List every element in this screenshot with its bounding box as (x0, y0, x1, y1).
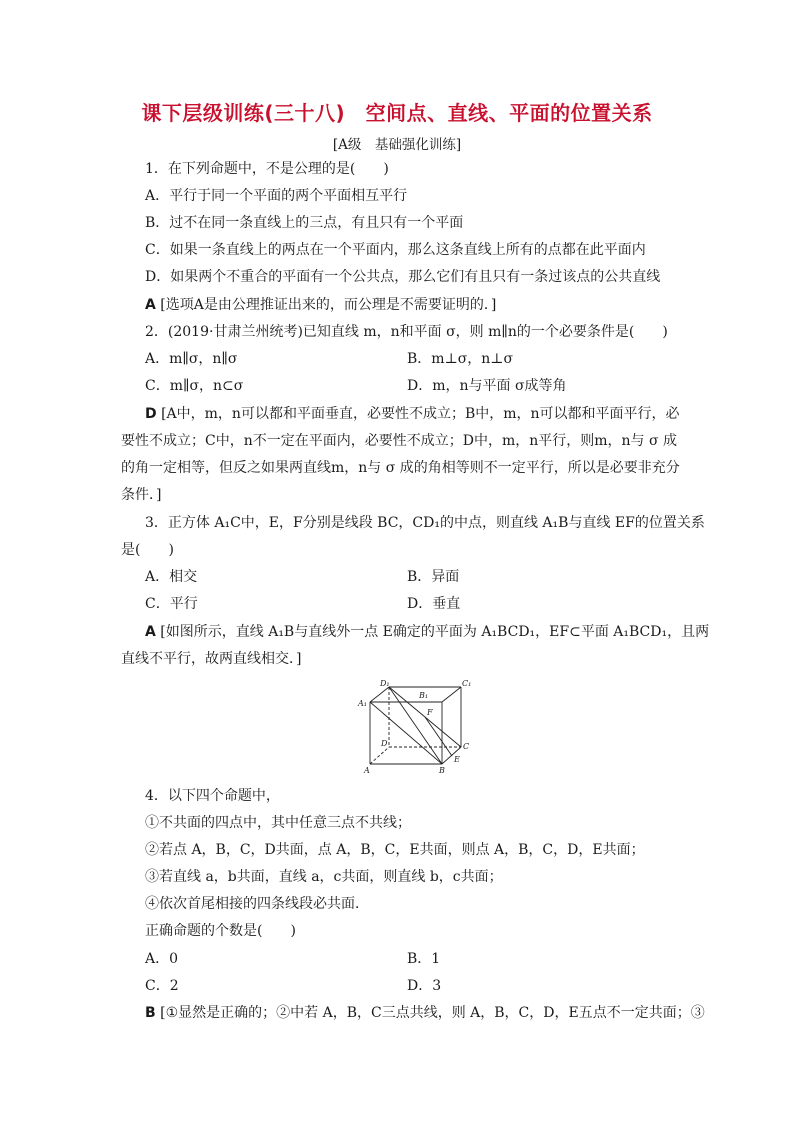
q3-option-c: C．平行 (145, 596, 198, 612)
q2-stem: 2．(2019·甘肃兰州统考)已知直线 m，n和平面 σ，则 m∥n的一个必要条件是( ) (145, 324, 668, 340)
cube-figure (352, 676, 472, 776)
q3-option-d: D．垂直 (407, 596, 461, 612)
q4-proposition-1: ①不共面的四点中，其中任意三点不共线； (145, 815, 411, 831)
q3-option-b: B．异面 (407, 569, 460, 585)
q2-option-b: B．m⊥σ，n⊥σ (407, 351, 514, 367)
figure-label-c: C (463, 742, 470, 751)
figure-label-e: E (454, 755, 460, 764)
q4-question: 正确命题的个数是( ) (145, 923, 296, 939)
q3-solution (145, 622, 709, 642)
q2-explanation-4: 条件．] (121, 487, 162, 503)
q4-option-a: A．0 (145, 951, 179, 967)
figure-label-d: D (381, 739, 388, 748)
q1-answer: A (145, 297, 156, 313)
figure-label-f: F (427, 708, 433, 717)
q2-answer: D (145, 406, 157, 422)
q1-option-a: A．平行于同一个平面的两个平面相互平行 (145, 188, 408, 204)
q2-solution (145, 404, 680, 424)
q3-stem-continued: 是( ) (121, 542, 174, 558)
q3-explanation-2: 直线不平行，故两直线相交．] (121, 651, 302, 667)
q4-solution (145, 1003, 705, 1023)
q1-explanation: [选项A是由公理推证出来的，而公理是不需要证明的．] (160, 297, 497, 313)
figure-label-a: A (364, 766, 370, 775)
q4-explanation-1: [①显然是正确的；②中若 A，B，C三点共线，则 A，B，C，D，E五点不一定共面；③ (160, 1005, 705, 1021)
q4-option-d: D．3 (407, 978, 442, 994)
figure-label-d1: D₁ (380, 679, 390, 688)
section-subtitle: [A级 基础强化训练] (332, 137, 462, 153)
q4-proposition-3: ③若直线 a，b共面，直线 a，c共面，则直线 b，c共面； (145, 869, 503, 885)
q1-option-c: C．如果一条直线上的两点在一个平面内，那么这条直线上所有的点都在此平面内 (145, 242, 646, 258)
q2-explanation-3: 的角一定相等，但反之如果两直线m，n与 σ 成的角相等则不一定平行，所以是必要非充分 (121, 460, 680, 476)
figure-label-b: B (439, 766, 445, 775)
q1-solution (145, 295, 496, 315)
q1-option-d: D．如果两个不重合的平面有一个公共点，那么它们有且只有一条过该点的公共直线 (145, 269, 661, 285)
q2-option-c: C．m∥σ，n⊂σ (145, 378, 244, 394)
q3-stem: 3．正方体 A₁C中，E，F分别是线段 BC，CD₁的中点，则直线 A₁B与直线 EF的位置关系 (145, 515, 705, 531)
q1-stem: 1．在下列命题中，不是公理的是( ) (145, 161, 389, 177)
q2-option-d: D．m，n与平面 σ成等角 (407, 378, 567, 394)
figure-label-a1: A₁ (358, 699, 367, 708)
q3-answer: A (145, 624, 156, 640)
q4-option-c: C．2 (145, 978, 179, 994)
figure-label-c1: C₁ (462, 679, 472, 688)
q3-explanation-1: [如图所示，直线 A₁B与直线外一点 E确定的平面为 A₁BCD₁，EF⊂平面 A₁BCD₁，且两 (160, 624, 710, 640)
q3-option-a: A．相交 (145, 569, 198, 585)
figure-label-b1: B₁ (419, 691, 429, 700)
q4-option-b: B．1 (407, 951, 441, 967)
page-title: 课下层级训练(三十八) 空间点、直线、平面的位置关系 (141, 101, 653, 125)
q1-option-b: B．过不在同一条直线上的三点，有且只有一个平面 (145, 215, 464, 231)
q4-stem: 4．以下四个命题中， (145, 788, 280, 804)
q2-option-a: A．m∥σ，n∥σ (145, 351, 238, 367)
q2-explanation-2: 要性不成立；C中，n不一定在平面内，必要性不成立；D中，m，n平行，则m，n与 σ 成 (121, 433, 677, 449)
q4-proposition-4: ④依次首尾相接的四条线段必共面． (145, 896, 369, 912)
q4-answer: B (145, 1005, 156, 1021)
q2-explanation-1: [A中，m，n可以都和平面垂直，必要性不成立；B中，m，n可以都和平面平行，必 (161, 406, 680, 422)
q4-proposition-2: ②若点 A，B，C，D共面，点 A，B，C，E共面，则点 A，B，C，D，E共面； (145, 842, 645, 858)
